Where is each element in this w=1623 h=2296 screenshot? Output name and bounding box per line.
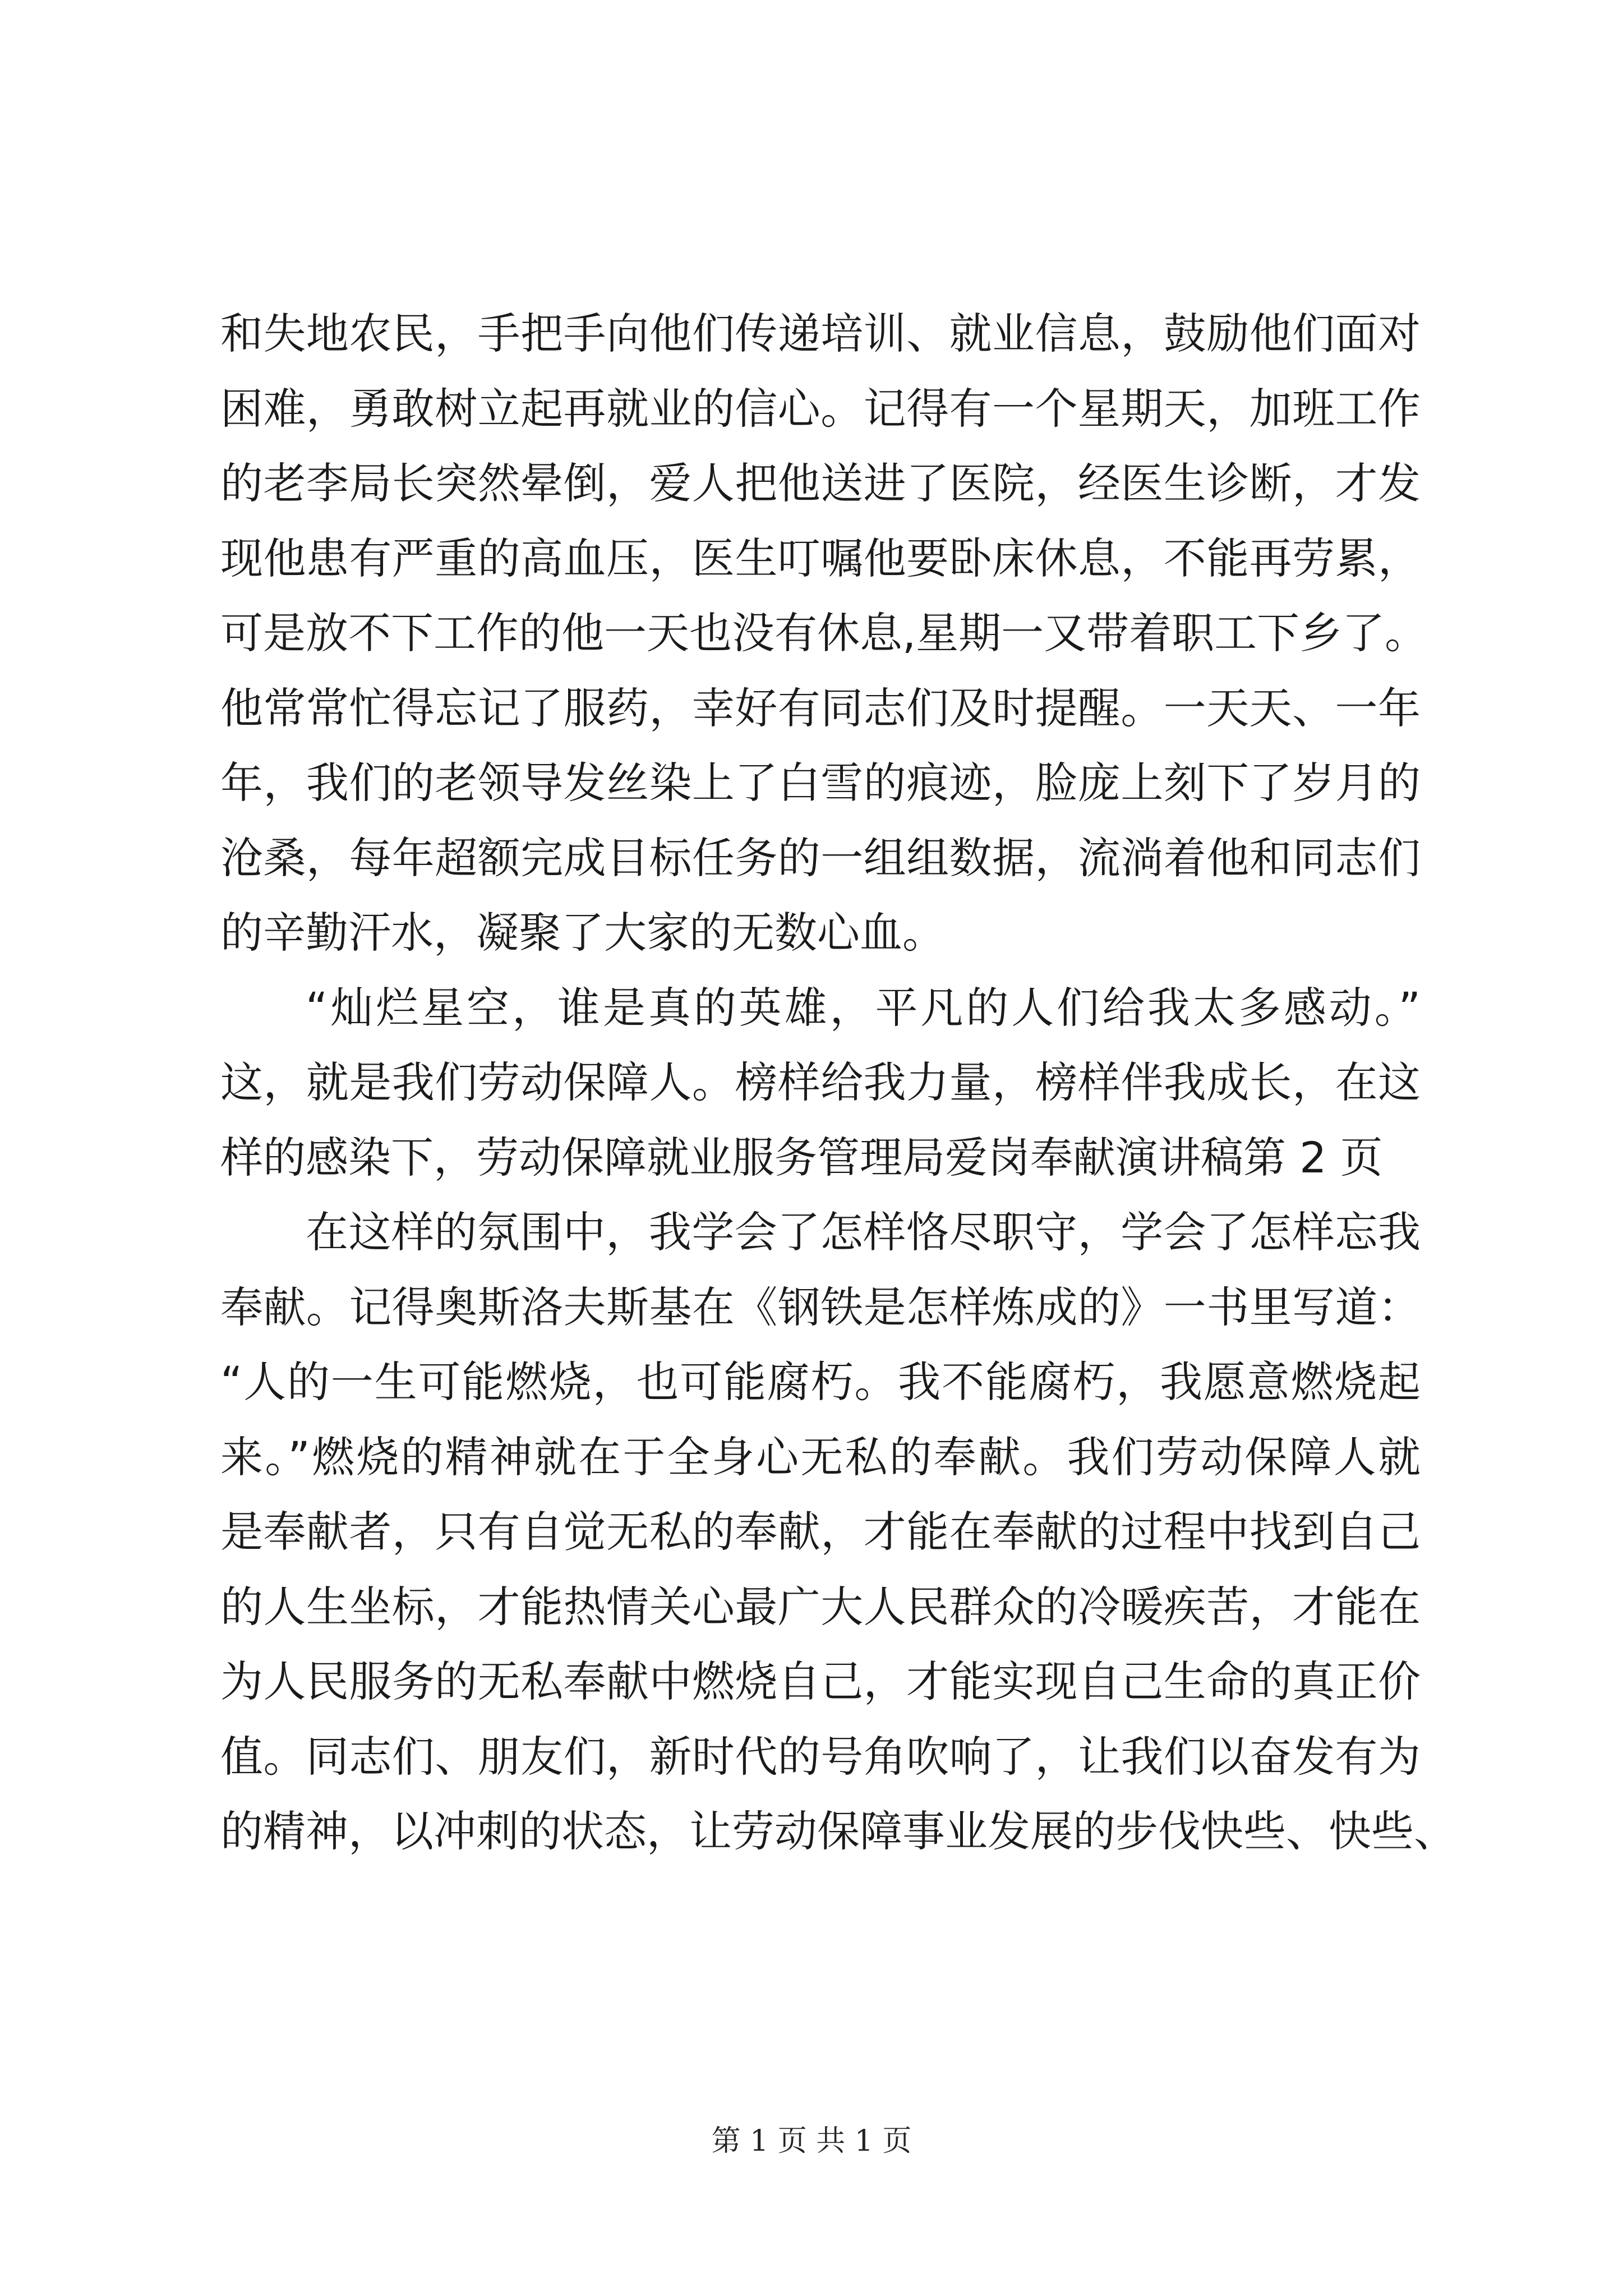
text-line: 可是放不下工作的他一天也没有休息,星期一又带着职工下乡了。 xyxy=(220,608,1428,658)
text-line: 现他患有严重的高血压，医生叮嘱他要卧床休息，不能再劳累， xyxy=(220,533,1421,583)
text-line: 年，我们的老领导发丝染上了白雪的痕迹，脸庞上刻下了岁月的 xyxy=(220,758,1421,808)
text-line: 来。”燃烧的精神就在于全身心无私的奉献。我们劳动保障人就 xyxy=(220,1432,1421,1482)
text-line: 沧桑，每年超额完成目标任务的一组组数据，流淌着他和同志们 xyxy=(220,832,1421,883)
text-line: 为人民服务的无私奉献中燃烧自己，才能实现自己生命的真正价 xyxy=(220,1657,1421,1706)
page-number-label: 第 1 页 共 1 页 xyxy=(711,2124,912,2158)
text-line: 奉献。记得奥斯洛夫斯基在《钢铁是怎样炼成的》一书里写道： xyxy=(220,1282,1421,1332)
page-footer xyxy=(0,2122,1623,2161)
body-text xyxy=(220,296,1456,1869)
text-line: 在这样的氛围中，我学会了怎样恪尽职守，学会了怎样忘我 xyxy=(306,1207,1421,1257)
text-line: 的老李局长突然晕倒，爱人把他送进了医院，经医生诊断，才发 xyxy=(220,458,1421,508)
text-line: 是奉献者，只有自觉无私的奉献，才能在奉献的过程中找到自己 xyxy=(220,1507,1421,1557)
text-line: 的辛勤汗水，凝聚了大家的无数心血。 xyxy=(220,908,945,958)
text-line: 样的感染下，劳动保障就业服务管理局爱岗奉献演讲稿第 2 页 xyxy=(220,1132,1383,1182)
text-line: “灿烂星空，谁是真的英雄，平凡的人们给我太多感动。” xyxy=(306,982,1421,1033)
text-line: 这，就是我们劳动保障人。榜样给我力量，榜样伴我成长，在这 xyxy=(220,1057,1421,1107)
text-line: 值。同志们、朋友们，新时代的号角吹响了，让我们以奋发有为 xyxy=(220,1731,1421,1782)
text-line: “人的一生可能燃烧，也可能腐朽。我不能腐朽，我愿意燃烧起 xyxy=(220,1357,1421,1407)
text-line: 他常常忙得忘记了服药，幸好有同志们及时提醒。一天天、一年 xyxy=(220,683,1421,733)
text-line: 困难，勇敢树立起再就业的信心。记得有一个星期天，加班工作 xyxy=(220,383,1421,434)
text-line: 和失地农民，手把手向他们传递培训、就业信息，鼓励他们面对 xyxy=(220,309,1421,358)
text-line: 的人生坐标，才能热情关心最广大人民群众的冷暖疾苦，才能在 xyxy=(220,1581,1421,1632)
text-line: 的精神，以冲刺的状态，让劳动保障事业发展的步伐快些、快些、 xyxy=(220,1806,1456,1856)
